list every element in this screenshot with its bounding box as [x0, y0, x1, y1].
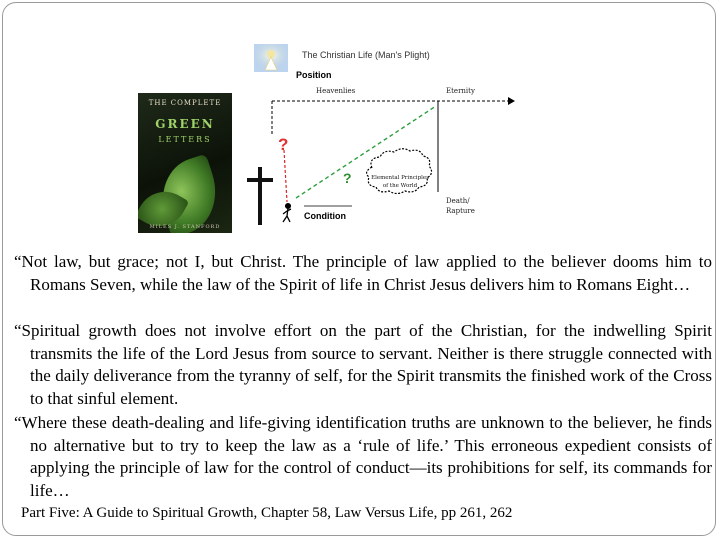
eternity-arrowhead	[508, 97, 515, 105]
death-label: Death/	[446, 197, 470, 205]
cloud-label-line-2: of the World	[382, 183, 418, 189]
cover-line-1: THE COMPLETE	[148, 99, 222, 107]
cover-line-2: GREEN	[155, 117, 215, 131]
ascension-figure-image	[254, 44, 288, 72]
diagram-title: The Christian Life (Man's Plight)	[302, 50, 430, 60]
book-cover-image	[138, 93, 232, 233]
condition-label: Condition	[304, 211, 346, 221]
eternity-label: Eternity	[446, 87, 475, 95]
cross-icon	[247, 167, 273, 225]
green-question-mark: ?	[343, 170, 352, 186]
elemental-principles-cloud	[367, 149, 432, 194]
quote-paragraph-3: “Where these death-dealing and life-giving identification truths are unknown to the believer, he finds no alternative but to try to keep the law as a ‘rule of life.’ This erroneous expedient consists of applying the principle of law for the control of conduct—its prohibitions for self, its commands for life…	[14, 413, 712, 500]
quote-paragraph-1: “Not law, but grace; not I, but Christ. The principle of law applied to the believer dooms him to Romans Seven, while the law of the Spirit of life in Christ Jesus delivers him to Romans Eight…	[14, 252, 712, 294]
red-question-mark: ?	[278, 135, 289, 154]
cover-author: MILES J. STANFORD	[149, 224, 221, 230]
position-label: Position	[296, 70, 332, 80]
red-dashed-line	[284, 150, 287, 202]
cloud-label-line-1: Elemental Principles	[371, 175, 429, 181]
heavenlies-label: Heavenlies	[316, 87, 356, 95]
christian-life-diagram	[240, 42, 530, 237]
quote-paragraph-2: “Spiritual growth does not involve effort on the part of the Christian, for the indwelling Spirit transmits the life of the Lord Jesus from source to servant. Neither is there struggle connected with the daily deliverance from the tyranny of self, for the Spirit transmits the finished work of the Cross to that sinful element.	[14, 321, 712, 408]
source-citation: Part Five: A Guide to Spiritual Growth, Chapter 58, Law Versus Life, pp 261, 262	[21, 505, 513, 521]
person-figure-icon	[283, 204, 291, 222]
cover-line-3: LETTERS	[158, 135, 212, 144]
rapture-label: Rapture	[446, 207, 475, 215]
